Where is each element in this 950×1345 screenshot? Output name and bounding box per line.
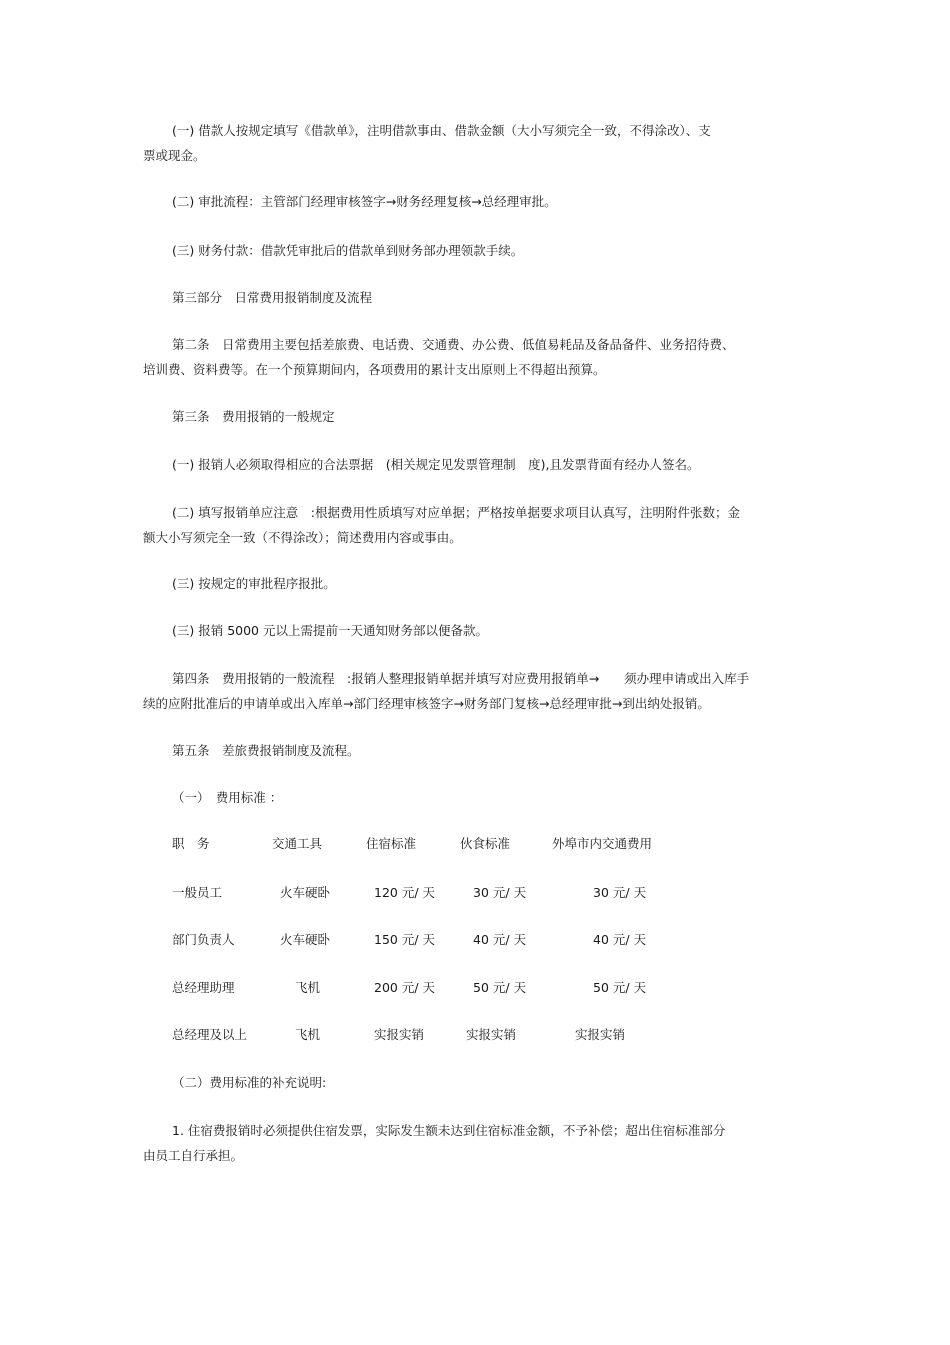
article-5	[143, 738, 783, 763]
table-cell: 30 元/ 天	[593, 885, 647, 900]
text-line: 续的应附批准后的申请单或出入库单→部门经理审核签字→财务部门复核→总经理审批→到出纳处报销。	[143, 696, 710, 711]
table-cell: 总经理助理	[172, 980, 235, 995]
table-cell: 50 元/ 天	[473, 980, 527, 995]
table-cell: 120 元/ 天	[374, 885, 436, 900]
table-row	[0, 1025, 950, 1045]
text-line: （二）费用标准的补充说明:	[172, 1075, 327, 1090]
table-cell: 200 元/ 天	[374, 980, 436, 995]
table-cell: 实报实销	[575, 1027, 626, 1042]
table-cell: 实报实销	[466, 1027, 517, 1042]
text-line: 第五条 差旅费报销制度及流程。	[172, 743, 360, 758]
table-header-cell: 伙食标准	[460, 836, 511, 851]
table-header-cell: 交通工具	[272, 836, 323, 851]
expense-standard-heading	[143, 785, 783, 810]
text-line: 额大小写须完全一致（不得涂改）；简述费用内容或事由。	[143, 530, 462, 545]
text-line: (二) 审批流程：主管部门经理审核签字→财务经理复核→总经理审批。	[172, 194, 557, 209]
table-header-cell: 职 务	[172, 836, 210, 851]
table-row	[0, 978, 950, 998]
table-header-row	[0, 834, 950, 854]
text-line: (一) 报销人必须取得相应的合法票据 (相关规定见发票管理制 度),且发票背面有经办人签名。	[172, 457, 700, 472]
text-line: 1. 住宿费报销时必须提供住宿发票，实际发生额未达到住宿标准金额，不予补偿；超出住宿标准部分	[172, 1123, 726, 1138]
paragraph-finance-payment	[143, 238, 783, 263]
text-line: (三) 财务付款：借款凭审批后的借款单到财务部办理领款手续。	[172, 243, 524, 258]
paragraph-loan-application	[143, 118, 783, 168]
text-line: 第三条 费用报销的一般规定	[172, 409, 335, 424]
text-line: (三) 报销 5000 元以上需提前一天通知财务部以便备款。	[172, 623, 488, 638]
section-heading-part3	[143, 285, 783, 310]
table-cell: 火车硬卧	[280, 885, 331, 900]
table-row	[0, 930, 950, 950]
text-line: （一） 费用标准 ：	[172, 790, 283, 805]
table-header-cell: 外埠市内交通费用	[552, 836, 653, 851]
table-cell: 30 元/ 天	[473, 885, 527, 900]
table-cell: 飞机	[295, 980, 321, 995]
article-3-item-4	[143, 618, 783, 643]
text-line: (二) 填写报销单应注意 :根据费用性质填写对应单据；严格按单据要求项目认真写，注明附件张数；金	[172, 505, 740, 520]
table-cell: 总经理及以上	[172, 1027, 248, 1042]
table-header-cell: 住宿标准	[366, 836, 417, 851]
table-cell: 一般员工	[172, 885, 223, 900]
article-2	[143, 332, 783, 382]
text-line: 培训费、资料费等。在一个预算期间内，各项费用的累计支出原则上不得超出预算。	[143, 362, 606, 377]
text-line: 第四条 费用报销的一般流程 :报销人整理报销单据并填写对应费用报销单→ 须办理申请或出入库手	[172, 671, 750, 686]
table-cell: 部门负责人	[172, 932, 235, 947]
article-3-heading	[143, 404, 783, 429]
supplementary-note-1	[143, 1118, 783, 1168]
text-line: (三) 按规定的审批程序报批。	[172, 576, 336, 591]
text-line: 第二条 日常费用主要包括差旅费、电话费、交通费、办公费、低值易耗品及备品备件、业务招待费、	[172, 337, 735, 352]
table-cell: 40 元/ 天	[473, 932, 527, 947]
article-3-item-3	[143, 571, 783, 596]
table-cell: 火车硬卧	[280, 932, 331, 947]
article-4	[143, 666, 783, 716]
text-line: 票或现金。	[143, 148, 206, 163]
text-line: 第三部分 日常费用报销制度及流程	[172, 290, 373, 305]
text-line: (一) 借款人按规定填写《借款单》，注明借款事由、借款金额（大小写须完全一致，不得涂改）、支	[172, 123, 711, 138]
article-3-item-2	[143, 500, 783, 550]
table-cell: 150 元/ 天	[374, 932, 436, 947]
paragraph-approval-flow	[143, 189, 783, 214]
table-cell: 飞机	[295, 1027, 321, 1042]
table-row	[0, 883, 950, 903]
table-cell: 50 元/ 天	[593, 980, 647, 995]
supplementary-notes-heading	[143, 1070, 783, 1095]
text-line: 由员工自行承担。	[143, 1148, 244, 1163]
table-cell: 实报实销	[374, 1027, 425, 1042]
table-cell: 40 元/ 天	[593, 932, 647, 947]
article-3-item-1	[143, 452, 783, 477]
